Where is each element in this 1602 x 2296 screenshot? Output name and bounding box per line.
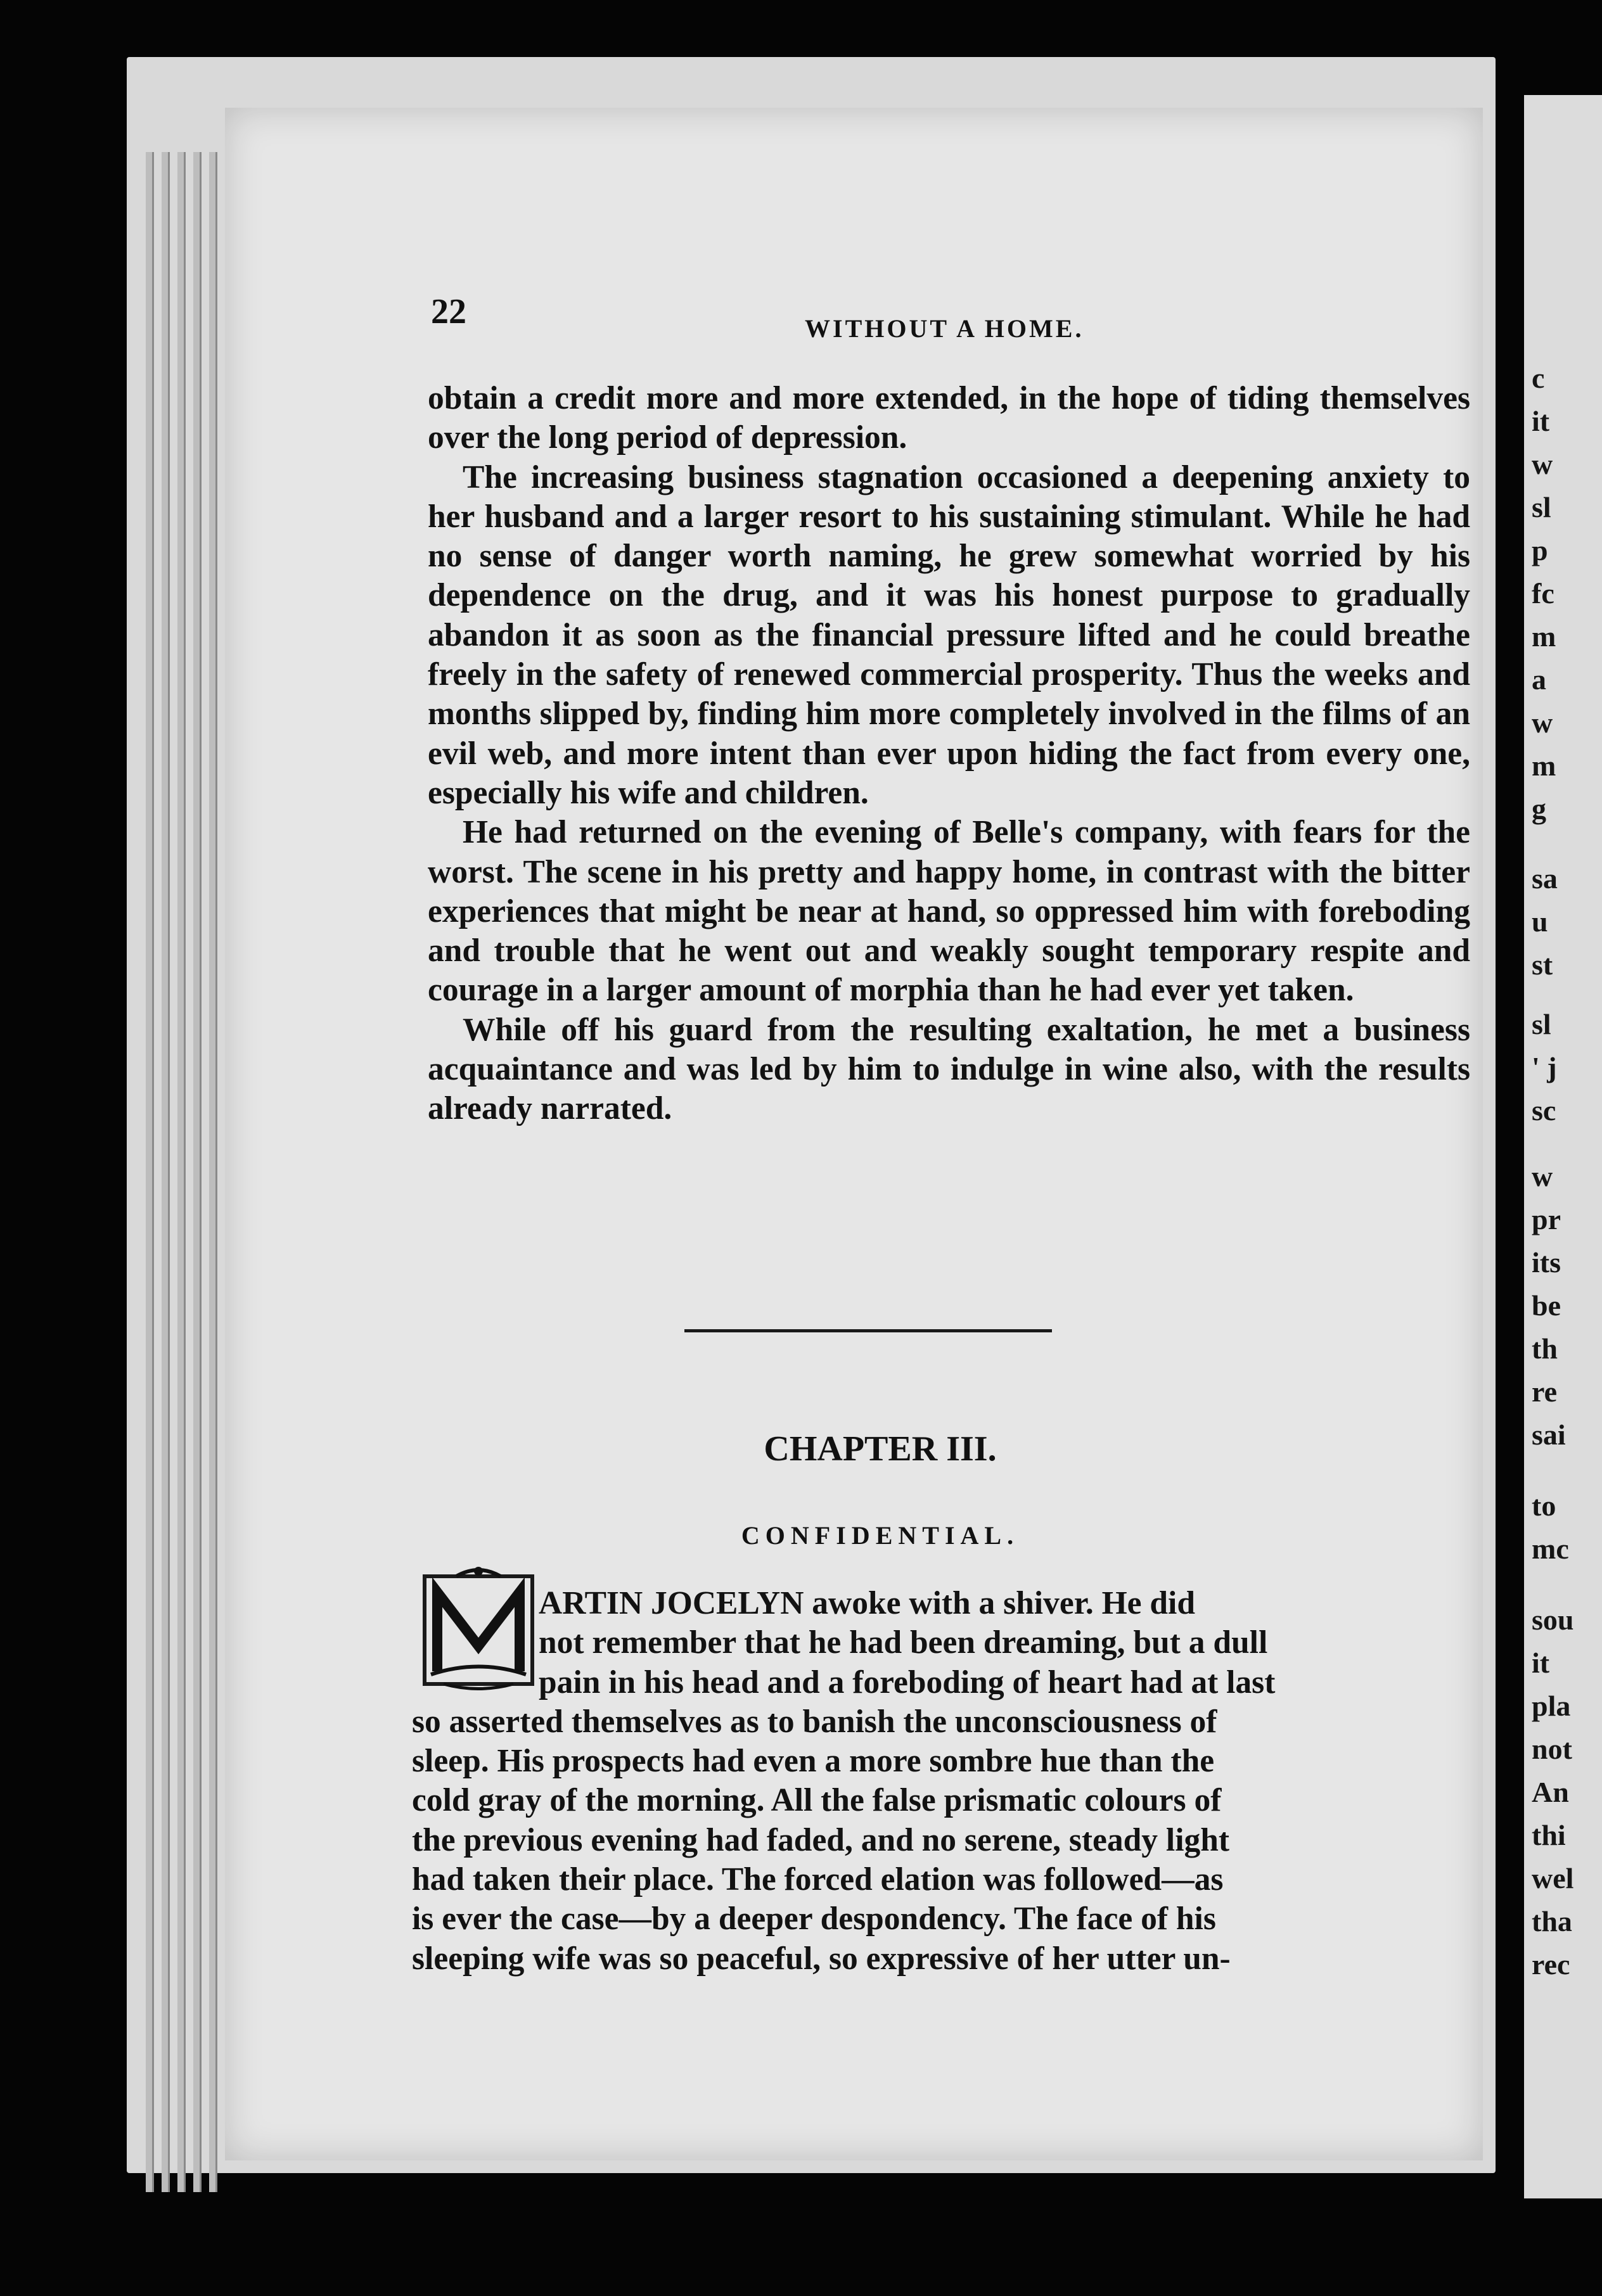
- page-number: 22: [431, 292, 466, 331]
- facing-page-fragment: sc: [1532, 1094, 1556, 1126]
- facing-page-fragment: th: [1532, 1332, 1558, 1365]
- section-divider: [684, 1329, 1052, 1332]
- text-line: so asserted themselves as to banish the unconsciousness of: [412, 1703, 1217, 1740]
- facing-page-fragment: its: [1532, 1246, 1561, 1279]
- text-line: not remember that he had been dreaming, but a dull: [539, 1624, 1268, 1661]
- facing-page-fragment: it: [1532, 1647, 1550, 1679]
- facing-page-fragment: w: [1532, 448, 1553, 480]
- text-line: cold gray of the morning. All the false prismatic colours of: [412, 1782, 1222, 1819]
- chapter-subtitle: CONFIDENTIAL.: [741, 1521, 1020, 1550]
- text-line: the previous evening had faded, and no serene, steady light: [412, 1821, 1230, 1858]
- facing-page-fragment: re: [1532, 1375, 1558, 1408]
- facing-page-fragment: ' j: [1532, 1051, 1557, 1083]
- text-line: pain in his head and a foreboding of heart had at last: [539, 1664, 1276, 1700]
- facing-page-fragment: An: [1532, 1776, 1569, 1808]
- next-page-sliver: [1524, 95, 1602, 2198]
- facing-page-fragment: p: [1532, 534, 1548, 566]
- facing-page-fragment: sa: [1532, 862, 1558, 895]
- text-line: sleep. His prospects had even a more sombre hue than the: [412, 1743, 1215, 1780]
- facing-page-fragment: m: [1532, 749, 1556, 782]
- facing-page-fragment: w: [1532, 1160, 1553, 1192]
- facing-page-fragment: g: [1532, 793, 1546, 825]
- text-line: had taken their place. The forced elation was followed—as: [412, 1861, 1224, 1898]
- page-edge: [209, 152, 217, 2192]
- facing-page-fragment: c: [1532, 362, 1545, 394]
- facing-page-fragment: st: [1532, 948, 1553, 981]
- body-text: [428, 379, 1470, 1129]
- paragraph: The increasing business stagnation occasioned a deepening anxiety to her husband and a larger resort to his sustaining stimulant. While he had no sense of danger worth naming, he grew somewhat worried by his dependence on the drug, and it was his honest purpose to gradually abandon it as soon as the financial pressure lifted and he could breathe freely in the safety of renewed commercial prosperity. Thus the weeks and months slipped by, finding him more completely involved in the films of an evil web, and more intent than ever upon hiding the fact from every one, especially his wife and children.: [428, 459, 1470, 811]
- page-edge: [177, 152, 186, 2192]
- page-edge: [193, 152, 202, 2192]
- facing-page-fragment: sl: [1532, 491, 1551, 523]
- facing-page-fragment: pr: [1532, 1203, 1561, 1235]
- facing-page-fragment: w: [1532, 706, 1553, 739]
- page-edge: [162, 152, 170, 2192]
- facing-page-fragment: m: [1532, 620, 1556, 653]
- facing-page-fragment: sai: [1532, 1419, 1566, 1451]
- chapter-body: [412, 1584, 1451, 1979]
- paragraph: He had returned on the evening of Belle's company, with fears for the worst. The scene in his pretty and happy home, in contrast with the bitter experiences that might be near at hand, so oppressed him with foreboding and trouble that he went out and weakly sought temporary respite and courage in a larger amount of morphia than he had ever yet taken.: [428, 814, 1470, 1009]
- facing-page-fragment: sou: [1532, 1604, 1574, 1636]
- facing-page-fragment: to: [1532, 1489, 1556, 1522]
- facing-page-fragment: it: [1532, 405, 1550, 437]
- facing-page-fragment: not: [1532, 1733, 1572, 1765]
- facing-page-fragment: mc: [1532, 1533, 1569, 1565]
- paragraph: obtain a credit more and more extended, in the hope of tiding themselves over the long period of depression.: [428, 380, 1470, 456]
- facing-page-fragment: pla: [1532, 1690, 1571, 1722]
- text-line: ARTIN JOCELYN awoke with a shiver. He did: [539, 1585, 1195, 1621]
- facing-page-fragment: sl: [1532, 1008, 1551, 1040]
- facing-page-fragment: wel: [1532, 1862, 1574, 1894]
- facing-page-fragment: rec: [1532, 1948, 1570, 1980]
- page-edge: [146, 152, 154, 2192]
- chapter-title: CHAPTER III.: [764, 1429, 997, 1469]
- text-line: is ever the case—by a deeper despondency. The face of his: [412, 1901, 1216, 1937]
- facing-page-fragment: be: [1532, 1289, 1561, 1322]
- facing-page-fragment: fc: [1532, 577, 1554, 609]
- facing-page-fragment: tha: [1532, 1905, 1572, 1937]
- facing-page-fragment: thi: [1532, 1819, 1566, 1851]
- paragraph: While off his guard from the resulting exaltation, he met a business acquaintance and was led by him to indulge in wine also, with the results already narrated.: [428, 1011, 1470, 1127]
- text-line: sleeping wife was so peaceful, so expressive of her utter un-: [412, 1940, 1231, 1977]
- facing-page-fragment: u: [1532, 905, 1548, 938]
- running-head-title: WITHOUT A HOME.: [805, 314, 1084, 343]
- facing-page-fragment: a: [1532, 663, 1546, 696]
